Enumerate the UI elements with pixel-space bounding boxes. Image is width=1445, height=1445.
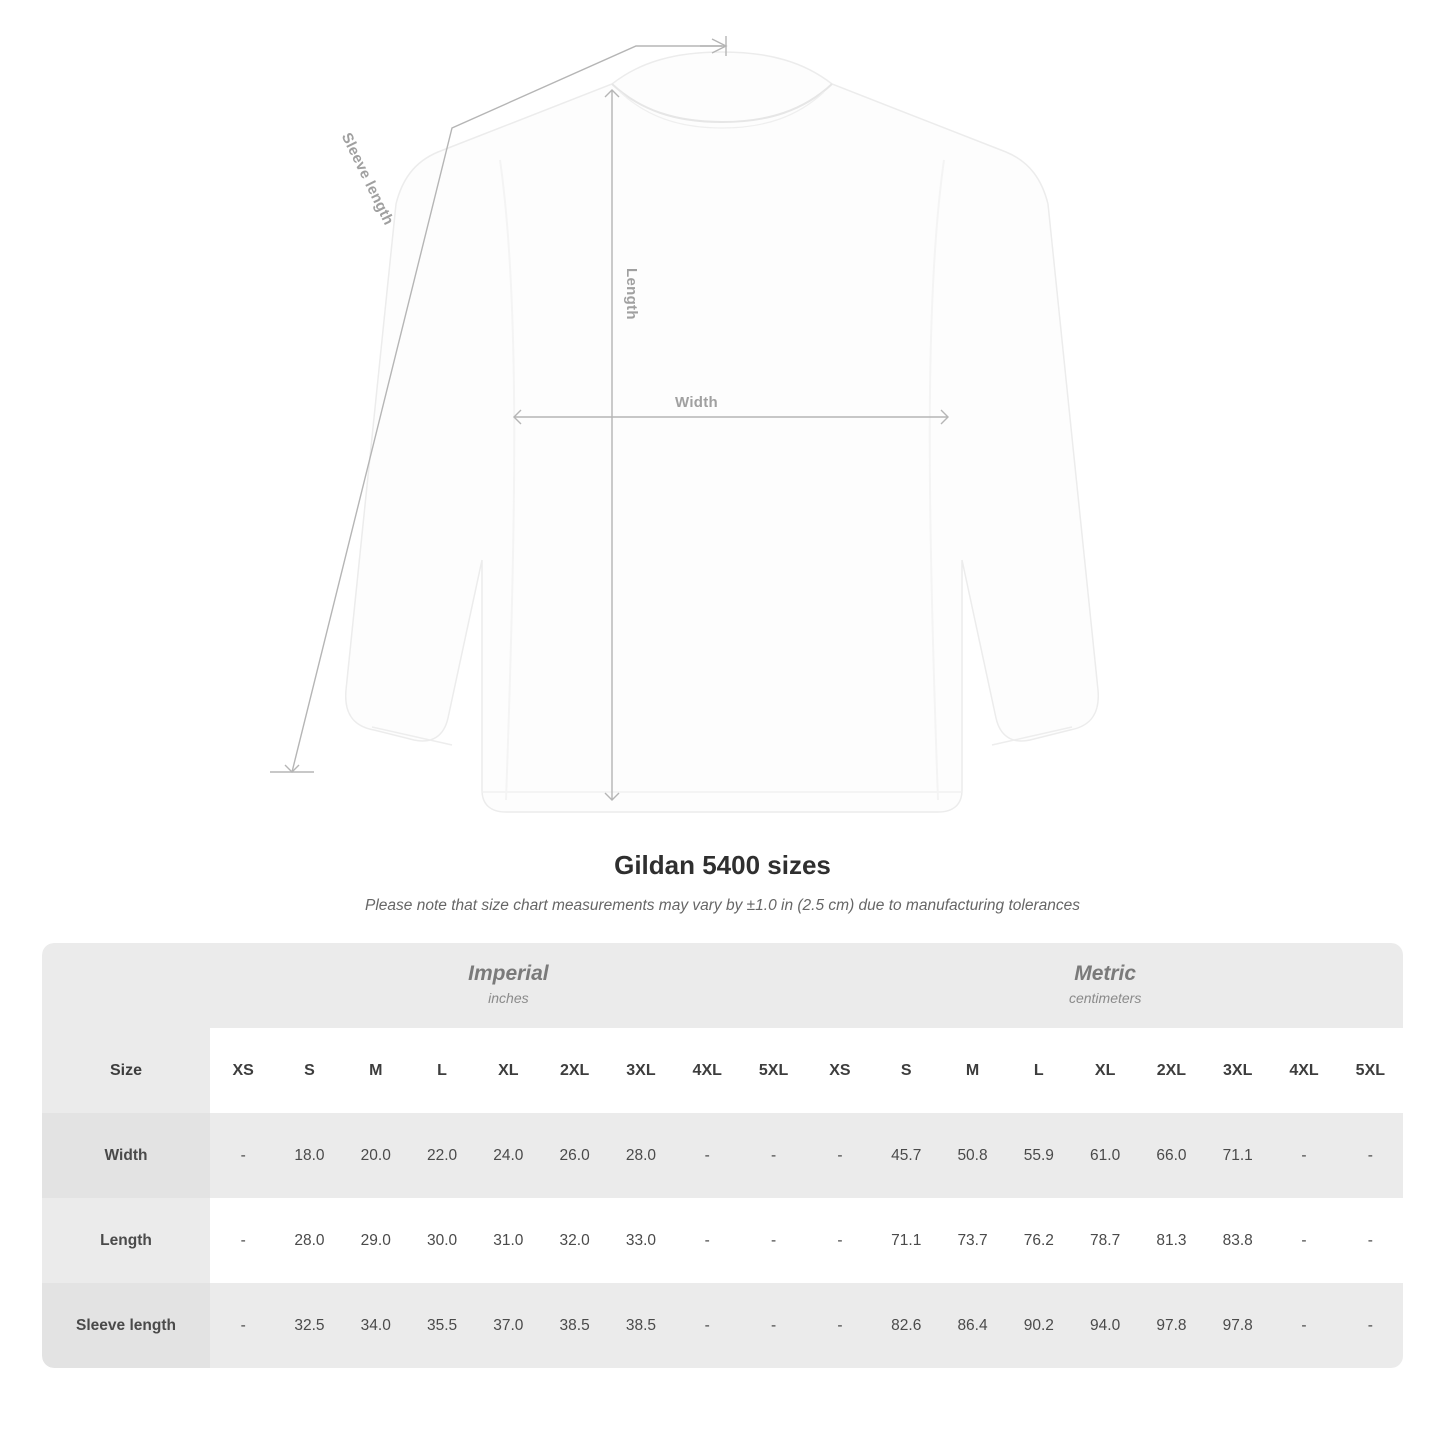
cell-length-imperial-XS: - <box>210 1198 276 1283</box>
table-row <box>42 1283 1403 1368</box>
cell-sleeve-length-imperial-4XL: - <box>674 1283 740 1368</box>
table-corner-cell <box>42 943 210 1028</box>
shirt-shape <box>346 52 1099 812</box>
cell-sleeve-length-imperial-2XL: 38.5 <box>541 1283 607 1368</box>
size-table-wrapper <box>42 943 1403 1368</box>
cell-sleeve-length-metric-4XL: - <box>1271 1283 1337 1368</box>
page-title: Gildan 5400 sizes <box>614 850 831 880</box>
cell-sleeve-length-metric-5XL: - <box>1337 1283 1403 1368</box>
cell-length-imperial-5XL: - <box>740 1198 806 1283</box>
cell-sleeve-length-imperial-XS: - <box>210 1283 276 1368</box>
size-column-header: S <box>873 1028 939 1113</box>
cell-width-imperial-5XL: - <box>740 1113 806 1198</box>
cell-width-metric-2XL: 66.0 <box>1138 1113 1204 1198</box>
cell-width-imperial-M: 20.0 <box>343 1113 409 1198</box>
size-column-header: 3XL <box>1205 1028 1271 1113</box>
cell-sleeve-length-metric-L: 90.2 <box>1006 1283 1072 1368</box>
size-column-header: S <box>276 1028 342 1113</box>
cell-width-imperial-3XL: 28.0 <box>608 1113 674 1198</box>
cell-length-metric-5XL: - <box>1337 1198 1403 1283</box>
cell-sleeve-length-imperial-L: 35.5 <box>409 1283 475 1368</box>
cell-sleeve-length-metric-3XL: 97.8 <box>1205 1283 1271 1368</box>
cell-width-metric-XL: 61.0 <box>1072 1113 1138 1198</box>
cell-length-imperial-2XL: 32.0 <box>541 1198 607 1283</box>
size-column-header: M <box>343 1028 409 1113</box>
cell-width-imperial-2XL: 26.0 <box>541 1113 607 1198</box>
size-column-header: 4XL <box>674 1028 740 1113</box>
table-row <box>42 1113 1403 1198</box>
cell-sleeve-length-metric-M: 86.4 <box>939 1283 1005 1368</box>
cell-width-imperial-4XL: - <box>674 1113 740 1198</box>
size-column-header: XL <box>1072 1028 1138 1113</box>
size-column-header: XS <box>210 1028 276 1113</box>
cell-width-metric-M: 50.8 <box>939 1113 1005 1198</box>
cell-width-imperial-L: 22.0 <box>409 1113 475 1198</box>
sleeve-length-label: Sleeve length <box>337 130 398 228</box>
size-column-header: 5XL <box>740 1028 806 1113</box>
row-label: Sleeve length <box>42 1283 210 1368</box>
row-label: Width <box>42 1113 210 1198</box>
size-column-header: XL <box>475 1028 541 1113</box>
size-column-header: L <box>1006 1028 1072 1113</box>
cell-length-metric-4XL: - <box>1271 1198 1337 1283</box>
tolerance-note: Please note that size chart measurements may vary by ±1.0 in (2.5 cm) due to manufacturing tolerances <box>365 897 1080 914</box>
cell-length-imperial-L: 30.0 <box>409 1198 475 1283</box>
cell-sleeve-length-metric-S: 82.6 <box>873 1283 939 1368</box>
cell-width-metric-5XL: - <box>1337 1113 1403 1198</box>
table-row <box>42 1198 1403 1283</box>
size-column-header: 3XL <box>608 1028 674 1113</box>
cell-sleeve-length-imperial-M: 34.0 <box>343 1283 409 1368</box>
size-column-header: 2XL <box>541 1028 607 1113</box>
cell-sleeve-length-metric-2XL: 97.8 <box>1138 1283 1204 1368</box>
cell-length-imperial-4XL: - <box>674 1198 740 1283</box>
cell-sleeve-length-imperial-S: 32.5 <box>276 1283 342 1368</box>
cell-width-metric-4XL: - <box>1271 1113 1337 1198</box>
row-label: Length <box>42 1198 210 1283</box>
size-column-header: XS <box>807 1028 873 1113</box>
cell-sleeve-length-imperial-5XL: - <box>740 1283 806 1368</box>
cell-sleeve-length-metric-XS: - <box>807 1283 873 1368</box>
cell-sleeve-length-imperial-XL: 37.0 <box>475 1283 541 1368</box>
cell-width-imperial-XS: - <box>210 1113 276 1198</box>
cell-width-metric-3XL: 71.1 <box>1205 1113 1271 1198</box>
width-label: Width <box>675 394 719 411</box>
cell-length-imperial-M: 29.0 <box>343 1198 409 1283</box>
size-column-header: 5XL <box>1337 1028 1403 1113</box>
size-column-header: L <box>409 1028 475 1113</box>
unit-subtitle: inches <box>488 990 529 1007</box>
size-column-header: 2XL <box>1138 1028 1204 1113</box>
size-table <box>42 943 1403 1368</box>
cell-length-metric-3XL: 83.8 <box>1205 1198 1271 1283</box>
cell-length-imperial-XL: 31.0 <box>475 1198 541 1283</box>
unit-name: Metric <box>1074 962 1137 986</box>
cell-sleeve-length-imperial-3XL: 38.5 <box>608 1283 674 1368</box>
length-label: Length <box>623 268 640 320</box>
size-header-row <box>42 1028 1403 1113</box>
cell-width-metric-S: 45.7 <box>873 1113 939 1198</box>
size-column-header: 4XL <box>1271 1028 1337 1113</box>
cell-length-metric-S: 71.1 <box>873 1198 939 1283</box>
size-column-header: M <box>939 1028 1005 1113</box>
cell-width-metric-XS: - <box>807 1113 873 1198</box>
cell-width-imperial-S: 18.0 <box>276 1113 342 1198</box>
unit-header-metric <box>807 943 1403 1028</box>
unit-name: Imperial <box>468 962 549 986</box>
cell-sleeve-length-metric-XL: 94.0 <box>1072 1283 1138 1368</box>
cell-length-metric-L: 76.2 <box>1006 1198 1072 1283</box>
cell-length-imperial-3XL: 33.0 <box>608 1198 674 1283</box>
cell-width-imperial-XL: 24.0 <box>475 1113 541 1198</box>
unit-header-row <box>42 943 1403 1028</box>
unit-subtitle: centimeters <box>1068 990 1142 1007</box>
size-label-cell: Size <box>42 1028 210 1113</box>
cell-length-metric-XL: 78.7 <box>1072 1198 1138 1283</box>
cell-length-metric-XS: - <box>807 1198 873 1283</box>
cell-length-metric-2XL: 81.3 <box>1138 1198 1204 1283</box>
cell-length-imperial-S: 28.0 <box>276 1198 342 1283</box>
cell-width-metric-L: 55.9 <box>1006 1113 1072 1198</box>
cell-length-metric-M: 73.7 <box>939 1198 1005 1283</box>
unit-header-imperial <box>210 943 807 1028</box>
